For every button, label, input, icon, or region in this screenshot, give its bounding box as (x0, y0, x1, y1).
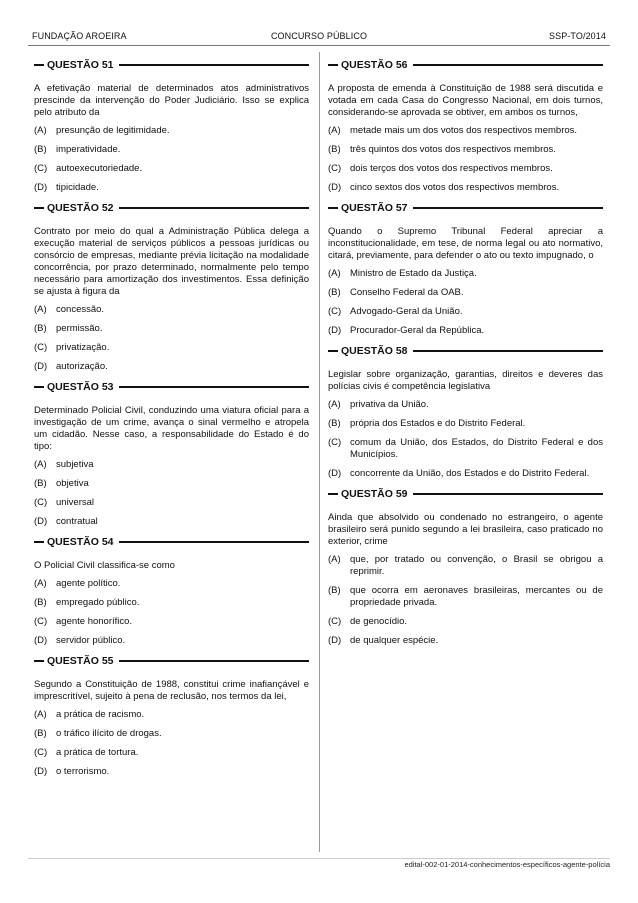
option-text: imperatividade. (56, 144, 121, 155)
question-header (34, 535, 309, 549)
answer-option[interactable] (328, 125, 603, 137)
question-title: QUESTÃO 56 (341, 59, 408, 71)
option-text: contratual (56, 516, 98, 527)
answer-option[interactable] (328, 182, 603, 194)
option-letter: (C) (34, 497, 48, 508)
header-rule-left (34, 541, 44, 543)
answer-option[interactable] (34, 516, 309, 528)
header-rule-left (328, 207, 338, 209)
option-text: Ministro de Estado da Justiça. (350, 268, 477, 279)
option-text: privatização. (56, 342, 110, 353)
option-text: empregado público. (56, 597, 140, 608)
option-letter: (D) (328, 468, 342, 479)
option-letter: (D) (34, 361, 48, 372)
page-footer: edital-002-01-2014-conhecimentos-específicos-agente-polícia (404, 860, 610, 869)
answer-option[interactable] (34, 578, 309, 590)
option-letter: (C) (328, 163, 342, 174)
column-divider (319, 52, 320, 852)
answer-option[interactable] (34, 163, 309, 175)
option-letter: (C) (34, 342, 48, 353)
question-stem: Quando o Supremo Tribunal Federal apreciar a inconstitucionalidade, em tese, de norma legal ou ato normativo, citará, previamente, para defender o ato ou texto impugnado, o (328, 226, 603, 261)
question-title: QUESTÃO 54 (47, 536, 114, 548)
answer-option[interactable] (34, 459, 309, 471)
answer-option[interactable] (34, 616, 309, 628)
answer-option[interactable] (34, 304, 309, 316)
question-title: QUESTÃO 53 (47, 381, 114, 393)
header-exam-code: SSP-TO/2014 (549, 31, 606, 41)
question-header (328, 344, 603, 358)
answer-option[interactable] (328, 268, 603, 280)
option-text: o tráfico ilícito de drogas. (56, 728, 162, 739)
header-rule-right (413, 493, 603, 495)
option-letter: (C) (34, 747, 48, 758)
header-rule-right (119, 660, 309, 662)
question-stem: Determinado Policial Civil, conduzindo uma viatura oficial para a investigação de um crime, avança o sinal vermelho e atropela um cidadão. Nesse caso, a responsabilidade do Estado é do tipo: (34, 405, 309, 452)
answer-option[interactable] (328, 163, 603, 175)
question-stem: Ainda que absolvido ou condenado no estrangeiro, o agente brasileiro será punido segundo a lei brasileira, caso praticado no exterior, crime (328, 512, 603, 547)
answer-option[interactable] (34, 728, 309, 740)
question-block (34, 654, 309, 778)
header-rule-right (413, 64, 603, 66)
header-rule-right (119, 386, 309, 388)
option-letter: (A) (328, 125, 341, 136)
option-letter: (B) (328, 144, 341, 155)
answer-option[interactable] (328, 399, 603, 411)
option-letter: (B) (328, 585, 341, 596)
option-letter: (C) (328, 616, 342, 627)
header-rule-left (328, 493, 338, 495)
option-letter: (D) (34, 182, 48, 193)
answer-options (34, 459, 309, 528)
option-text: objetiva (56, 478, 89, 489)
header-institution: FUNDAÇÃO AROEIRA (32, 31, 127, 41)
header-rule-right (413, 207, 603, 209)
answer-options (328, 399, 603, 480)
answer-option[interactable] (328, 144, 603, 156)
option-text: agente político. (56, 578, 121, 589)
left-column (34, 58, 309, 785)
option-letter: (B) (34, 323, 47, 334)
option-letter: (A) (34, 459, 47, 470)
option-letter: (A) (34, 709, 47, 720)
answer-option[interactable] (328, 468, 603, 480)
question-title: QUESTÃO 59 (341, 488, 408, 500)
answer-option[interactable] (328, 287, 603, 299)
option-text: cinco sextos dos votos dos respectivos membros. (350, 182, 560, 193)
question-header (34, 654, 309, 668)
option-text: metade mais um dos votos dos respectivos membros. (350, 125, 578, 136)
option-letter: (D) (34, 516, 48, 527)
option-letter: (A) (34, 125, 47, 136)
answer-options (34, 709, 309, 778)
header-rule-left (328, 350, 338, 352)
header-rule-left (328, 64, 338, 66)
option-letter: (C) (328, 437, 342, 448)
option-text: Procurador-Geral da República. (350, 325, 485, 336)
option-text: subjetiva (56, 459, 94, 470)
option-letter: (A) (34, 304, 47, 315)
option-letter: (B) (328, 418, 341, 429)
answer-option[interactable] (34, 747, 309, 759)
answer-option[interactable] (34, 342, 309, 354)
answer-option[interactable] (34, 361, 309, 373)
footer-divider (28, 858, 610, 859)
option-text: própria dos Estados e do Distrito Federal. (350, 418, 526, 429)
option-letter: (A) (328, 554, 341, 565)
answer-option[interactable] (328, 418, 603, 430)
question-title: QUESTÃO 55 (47, 655, 114, 667)
question-stem: A proposta de emenda à Constituição de 1988 será discutida e votada em cada Casa do Congresso Nacional, em dois turnos, considerando-se aprovada se obtiver, em ambos os turnos, (328, 83, 603, 118)
option-text: três quintos dos votos dos respectivos membros. (350, 144, 556, 155)
question-header (328, 201, 603, 215)
option-text: presunção de legitimidade. (56, 125, 170, 136)
answer-option[interactable] (34, 478, 309, 490)
question-block (328, 487, 603, 647)
option-letter: (A) (328, 399, 341, 410)
question-title: QUESTÃO 58 (341, 345, 408, 357)
option-text: dois terços dos votos dos respectivos membros. (350, 163, 553, 174)
question-stem: Segundo a Constituição de 1988, constitui crime inafiançável e imprescritível, sujeito à pena de reclusão, nos termos da lei, (34, 679, 309, 702)
option-text: privativa da União. (350, 399, 429, 410)
option-letter: (B) (34, 728, 47, 739)
option-text: Conselho Federal da OAB. (350, 287, 464, 298)
option-letter: (D) (328, 635, 342, 646)
header-rule-right (119, 207, 309, 209)
question-title: QUESTÃO 51 (47, 59, 114, 71)
option-text: autoexecutoriedade. (56, 163, 143, 174)
question-stem: O Policial Civil classifica-se como (34, 560, 175, 571)
option-text: comum da União, dos Estados, do Distrito Federal e dos Municípios. (350, 437, 603, 460)
option-letter: (C) (328, 306, 342, 317)
question-block (34, 535, 309, 647)
answer-option[interactable] (328, 635, 603, 647)
option-text: a prática de racismo. (56, 709, 145, 720)
page-header (28, 27, 610, 46)
answer-option[interactable] (34, 497, 309, 509)
header-rule-right (119, 64, 309, 66)
question-block (34, 201, 309, 373)
option-text: de qualquer espécie. (350, 635, 439, 646)
question-block (328, 344, 603, 480)
option-text: permissão. (56, 323, 103, 334)
header-rule-right (413, 350, 603, 352)
option-text: servidor público. (56, 635, 126, 646)
answer-options (328, 268, 603, 337)
header-rule-left (34, 64, 44, 66)
option-letter: (A) (34, 578, 47, 589)
answer-option[interactable] (34, 635, 309, 647)
option-text: autorização. (56, 361, 108, 372)
option-letter: (B) (34, 478, 47, 489)
option-text: concessão. (56, 304, 105, 315)
answer-option[interactable] (34, 125, 309, 137)
question-header (34, 58, 309, 72)
option-letter: (C) (34, 616, 48, 627)
answer-options (328, 125, 603, 194)
answer-option[interactable] (328, 554, 603, 578)
option-text: concorrente da União, dos Estados e do Distrito Federal. (350, 468, 590, 479)
answer-option[interactable] (328, 437, 603, 461)
answer-options (34, 304, 309, 373)
question-title: QUESTÃO 52 (47, 202, 114, 214)
answer-option[interactable] (34, 323, 309, 335)
question-header (328, 487, 603, 501)
answer-option[interactable] (328, 616, 603, 628)
right-column (328, 58, 603, 654)
option-text: que ocorra em aeronaves brasileiras, mercantes ou de propriedade privada. (350, 585, 603, 608)
question-stem: A efetivação material de determinados atos administrativos prescinde da intervenção do Poder Judiciário. Isso se explica pelo atributo da (34, 83, 309, 118)
option-text: o terrorismo. (56, 766, 110, 777)
question-block (328, 201, 603, 337)
option-letter: (B) (328, 287, 341, 298)
answer-options (34, 125, 309, 194)
answer-option[interactable] (34, 182, 309, 194)
answer-options (34, 578, 309, 647)
option-letter: (B) (34, 144, 47, 155)
question-block (328, 58, 603, 194)
answer-option[interactable] (328, 325, 603, 337)
option-text: a prática de tortura. (56, 747, 139, 758)
answer-option[interactable] (34, 144, 309, 156)
question-header (328, 58, 603, 72)
header-rule-left (34, 386, 44, 388)
answer-option[interactable] (34, 597, 309, 609)
answer-option[interactable] (34, 766, 309, 778)
header-title: CONCURSO PÚBLICO (270, 31, 368, 41)
option-text: que, por tratado ou convenção, o Brasil se obrigou a reprimir. (350, 554, 603, 577)
answer-options (328, 554, 603, 647)
answer-option[interactable] (34, 709, 309, 721)
question-header (34, 201, 309, 215)
option-letter: (B) (34, 597, 47, 608)
question-stem: Contrato por meio do qual a Administração Pública delega a execução material de serviços públicos a pessoas jurídicas ou consórcio de empresas, mediante prévia licitação na modalidade concorrência, por prazo determinado, normalmente pelo tempo necessário para amortização dos investimentos. Essa definição se ajusta à figura da (34, 226, 309, 297)
option-text: agente honorífico. (56, 616, 133, 627)
option-text: de genocídio. (350, 616, 408, 627)
option-letter: (D) (328, 325, 342, 336)
question-block (34, 58, 309, 194)
option-text: Advogado-Geral da União. (350, 306, 463, 317)
question-block (34, 380, 309, 528)
question-title: QUESTÃO 57 (341, 202, 408, 214)
answer-option[interactable] (328, 306, 603, 318)
option-letter: (D) (34, 635, 48, 646)
option-text: universal (56, 497, 95, 508)
question-stem: Legislar sobre organização, garantias, direitos e deveres das polícias civis é competência legislativa (328, 369, 603, 392)
option-text: tipicidade. (56, 182, 99, 193)
answer-option[interactable] (328, 585, 603, 609)
option-letter: (A) (328, 268, 341, 279)
header-rule-left (34, 207, 44, 209)
option-letter: (D) (328, 182, 342, 193)
option-letter: (C) (34, 163, 48, 174)
option-letter: (D) (34, 766, 48, 777)
question-header (34, 380, 309, 394)
header-rule-left (34, 660, 44, 662)
header-rule-right (119, 541, 309, 543)
